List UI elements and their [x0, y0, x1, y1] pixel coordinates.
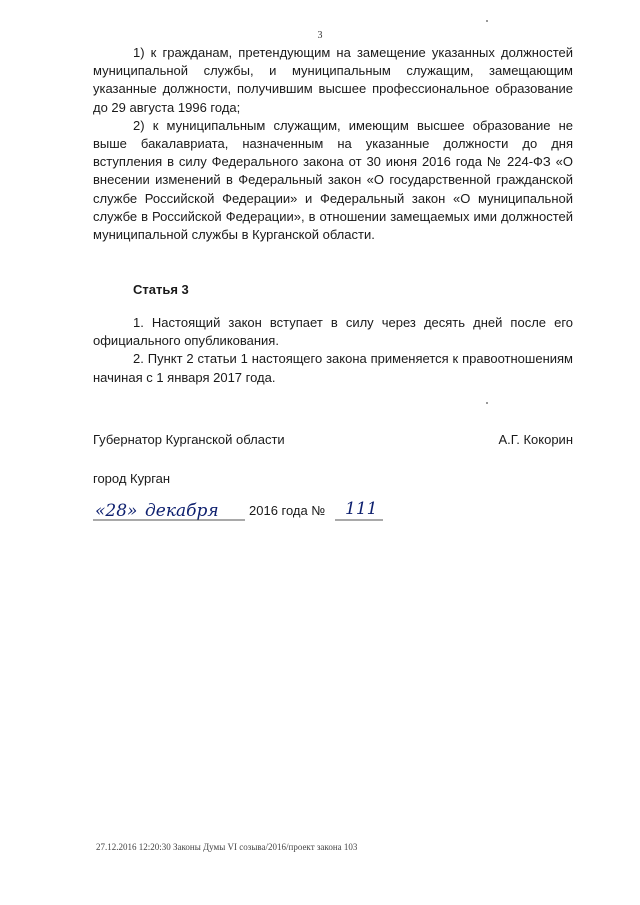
signature-block: [93, 432, 573, 447]
article3-paragraph-1: 1. Настоящий закон вступает в силу через десять дней после его официального опубликования.: [93, 315, 573, 349]
footer-filepath: 27.12.2016 12:20:30 Законы Думы VI созыва/2016/проект закона 103: [96, 842, 358, 852]
handwritten-number: 111: [345, 499, 378, 519]
handwritten-day: «28»: [95, 501, 138, 521]
article3-body: [93, 314, 573, 387]
date-year-text: 2016 года №: [249, 503, 326, 518]
article2-list: [93, 44, 573, 244]
paragraph-item-1: 1) к гражданам, претендующим на замещение указанных должностей муниципальной службы, и муниципальным служащим, замещающим указанные должности, получившим высшее профессиональное образование до 29 августа 1996 года;: [93, 45, 573, 115]
city-label: город Курган: [93, 471, 171, 486]
article-3-title: Статья 3: [133, 282, 189, 297]
scan-speck: [486, 20, 488, 22]
paragraph-item-2: 2) к муниципальным служащим, имеющим высшее образование не выше бакалавриата, назначенным на указанные должности до дня вступления в силу Федерального закона от 30 июня 2016 года № 224-ФЗ «О внесении изменений в Федеральный закон «О государственной гражданской службе Российской Федерации» и Федеральный закон «О муниципальной службе в Российской Федерации», в отношении замещаемых ими должностей муниципальной службы в Курганской области.: [93, 117, 573, 243]
signatory-name: А.Г. Кокорин: [498, 432, 573, 447]
handwritten-month: декабря: [145, 501, 219, 521]
signatory-position: Губернатор Курганской области: [93, 432, 285, 447]
article3-paragraph-2: 2. Пункт 2 статьи 1 настоящего закона применяется к правоотношениям начиная с 1 января 2017 года.: [93, 351, 573, 385]
page-number: 3: [317, 30, 323, 41]
scan-speck: [486, 402, 488, 404]
date-number-line: [93, 496, 413, 526]
